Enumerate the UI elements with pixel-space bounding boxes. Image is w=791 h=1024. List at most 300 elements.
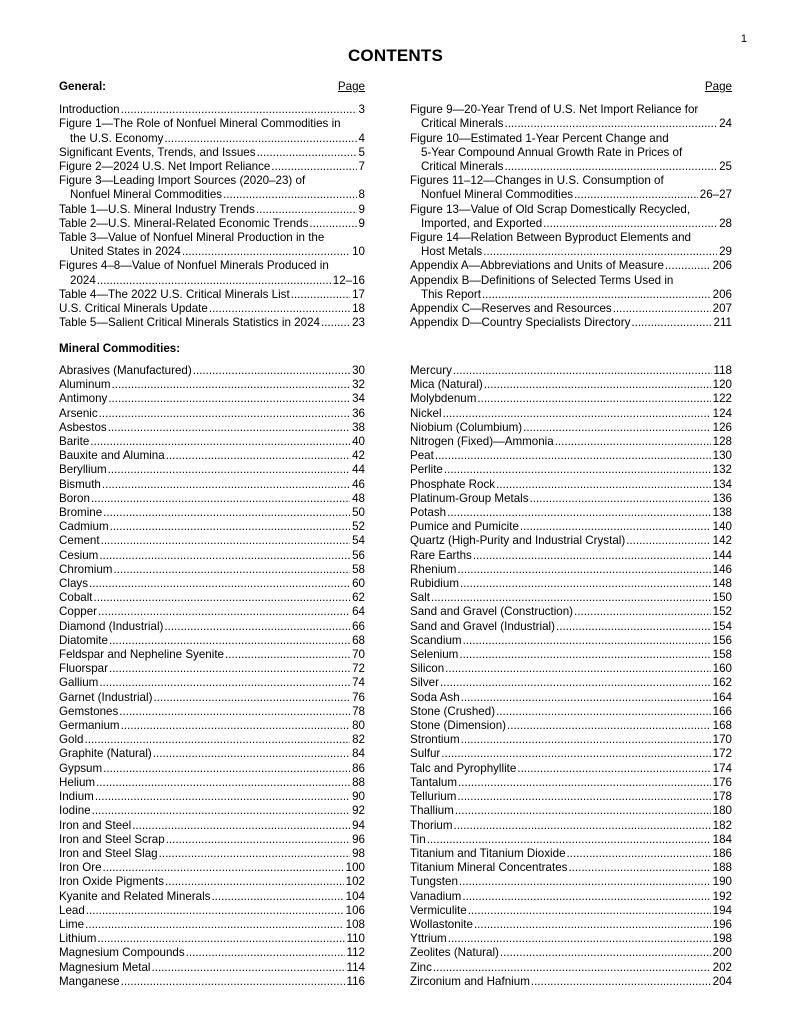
commodity-page: 106 (345, 903, 365, 917)
commodity-page: 204 (712, 974, 732, 988)
toc-entry-title: 2024 (70, 273, 96, 287)
toc-entry-page: 17 (352, 287, 365, 301)
commodity-page: 182 (712, 818, 732, 832)
commodity-row (410, 662, 732, 676)
dot-leader (193, 364, 350, 378)
toc-entry[interactable] (59, 231, 365, 259)
commodity-entry[interactable] (59, 719, 365, 733)
commodity-entry[interactable] (59, 762, 365, 776)
commodity-entry[interactable] (59, 478, 365, 492)
commodity-entry[interactable] (410, 861, 732, 875)
toc-entry-title: Significant Events, Trends, and Issues (59, 145, 256, 159)
dot-leader (94, 591, 351, 605)
commodity-page: 186 (712, 846, 732, 860)
commodity-entry[interactable] (59, 520, 365, 534)
toc-entry[interactable] (410, 103, 732, 131)
commodity-entry[interactable] (410, 833, 732, 847)
commodity-name: Boron (59, 491, 90, 505)
toc-entry-page: 25 (719, 160, 732, 174)
commodity-name: Gypsum (59, 761, 103, 775)
commodity-entry[interactable] (410, 975, 732, 989)
dot-leader (166, 449, 350, 463)
commodity-name: Titanium Mineral Concentrates (410, 861, 568, 875)
minerals-right-column (410, 364, 732, 989)
commodity-entry[interactable] (410, 407, 732, 421)
commodity-row (410, 804, 732, 818)
commodity-page: 92 (352, 804, 365, 818)
commodity-row (410, 378, 732, 392)
dot-leader (99, 676, 350, 690)
commodity-row (59, 918, 365, 932)
commodity-page: 180 (712, 804, 732, 818)
commodity-row (410, 975, 732, 989)
toc-entry[interactable] (59, 103, 365, 117)
toc-entry-title: Appendix D—Country Specialists Directory (410, 316, 631, 330)
commodity-page: 110 (346, 932, 365, 946)
dot-leader (103, 762, 350, 776)
commodity-entry[interactable] (410, 776, 732, 790)
commodity-page: 36 (352, 406, 365, 420)
commodity-page: 72 (352, 662, 365, 676)
toc-entry-row (410, 302, 732, 316)
commodity-name: Gemstones (59, 704, 119, 718)
commodity-name: Helium (59, 775, 96, 789)
dot-leader (102, 478, 350, 492)
commodity-entry[interactable] (59, 790, 365, 804)
toc-entry-row (410, 117, 732, 131)
commodity-page: 40 (352, 435, 365, 449)
commodity-page: 112 (346, 946, 365, 960)
commodity-name: Zirconium and Hafnium (410, 974, 530, 988)
commodity-name: Diamond (Industrial) (59, 619, 164, 633)
commodity-page: 202 (712, 960, 732, 974)
commodity-page: 70 (352, 648, 365, 662)
commodity-name: Mercury (410, 364, 452, 377)
toc-entry-row (410, 288, 732, 302)
commodity-row (59, 463, 365, 477)
commodity-entry[interactable] (59, 833, 365, 847)
toc-entry-page: 5 (358, 145, 365, 159)
toc-entry-row (59, 274, 365, 288)
commodity-entry[interactable] (59, 776, 365, 790)
commodity-entry[interactable] (59, 946, 365, 960)
toc-entry[interactable] (59, 259, 365, 287)
commodity-entry[interactable] (59, 563, 365, 577)
dot-leader (209, 302, 350, 316)
commodity-page: 152 (712, 605, 732, 619)
commodity-row (59, 364, 365, 378)
commodity-entry[interactable] (410, 549, 732, 563)
commodity-entry[interactable] (410, 506, 732, 520)
commodity-row (410, 719, 732, 733)
dot-leader (459, 648, 710, 662)
commodity-entry[interactable] (410, 421, 732, 435)
toc-entry-row (59, 217, 365, 231)
dot-leader (110, 520, 350, 534)
toc-entry[interactable] (410, 174, 732, 202)
commodity-row (410, 747, 732, 761)
dot-leader (543, 217, 717, 231)
commodity-name: Zinc (410, 960, 432, 974)
commodity-entry[interactable] (59, 534, 365, 548)
commodity-row (410, 875, 732, 889)
commodity-page: 116 (346, 974, 365, 988)
toc-entry-row (59, 146, 365, 160)
dot-leader (166, 833, 350, 847)
commodity-entry[interactable] (59, 492, 365, 506)
toc-entry[interactable] (410, 132, 732, 175)
commodity-page: 88 (352, 775, 365, 789)
dot-leader (462, 890, 710, 904)
commodity-page: 178 (712, 790, 732, 804)
toc-entry-row (59, 316, 365, 330)
commodity-entry[interactable] (410, 449, 732, 463)
commodity-entry[interactable] (59, 392, 365, 406)
commodity-entry[interactable] (59, 591, 365, 605)
commodity-page: 34 (352, 392, 365, 406)
commodity-page: 156 (712, 633, 732, 647)
dot-leader (211, 890, 343, 904)
toc-entry-page: 207 (712, 302, 732, 316)
commodity-entry[interactable] (410, 946, 732, 960)
commodity-entry[interactable] (59, 705, 365, 719)
commodity-entry[interactable] (410, 662, 732, 676)
commodity-entry[interactable] (59, 449, 365, 463)
commodity-row (59, 378, 365, 392)
commodity-name: Niobium (Columbium) (410, 420, 523, 434)
commodity-name: Abrasives (Manufactured) (59, 364, 192, 377)
commodity-row (410, 563, 732, 577)
commodity-name: Soda Ash (410, 690, 460, 704)
commodity-row (410, 904, 732, 918)
commodity-page: 150 (712, 591, 732, 605)
commodity-entry[interactable] (59, 918, 365, 932)
commodity-name: Selenium (410, 648, 459, 662)
commodity-name: Kyanite and Related Minerals (59, 889, 211, 903)
dot-leader (132, 819, 350, 833)
toc-entry-row (410, 217, 732, 231)
commodity-page: 148 (712, 577, 732, 591)
commodity-entry[interactable] (410, 691, 732, 705)
toc-entry-page: 4 (358, 131, 365, 145)
commodity-row (59, 819, 365, 833)
toc-entry-page: 7 (358, 160, 365, 174)
dot-leader (182, 245, 350, 259)
commodity-entry[interactable] (410, 378, 732, 392)
commodity-page: 158 (712, 648, 732, 662)
commodity-entry[interactable] (410, 705, 732, 719)
commodity-entry[interactable] (410, 719, 732, 733)
commodity-row (59, 549, 365, 563)
commodity-entry[interactable] (59, 605, 365, 619)
commodity-row (410, 492, 732, 506)
commodity-page: 102 (345, 875, 365, 889)
toc-entry-row (59, 160, 365, 174)
commodity-entry[interactable] (410, 591, 732, 605)
commodity-page: 194 (712, 903, 732, 917)
commodity-row (59, 747, 365, 761)
toc-entry[interactable] (410, 203, 732, 231)
toc-entry-title: Table 5—Salient Critical Minerals Statistics in 2024 (59, 316, 320, 330)
toc-entry[interactable] (59, 203, 365, 217)
commodity-name: Silicon (410, 662, 445, 676)
commodity-row (59, 705, 365, 719)
commodity-entry[interactable] (410, 804, 732, 818)
commodity-entry[interactable] (410, 875, 732, 889)
toc-entry-page: 3 (358, 103, 365, 117)
commodity-entry[interactable] (410, 918, 732, 932)
commodity-entry[interactable] (59, 549, 365, 563)
toc-entry-row (410, 160, 732, 174)
commodity-page: 132 (712, 463, 732, 477)
toc-entry-page: 9 (358, 202, 365, 216)
dot-leader (461, 691, 711, 705)
commodity-entry[interactable] (410, 478, 732, 492)
commodity-page: 56 (352, 548, 365, 562)
toc-entry-row (59, 302, 365, 316)
dot-leader (92, 804, 351, 818)
commodity-entry[interactable] (410, 620, 732, 634)
commodity-entry[interactable] (59, 407, 365, 421)
dot-leader (103, 506, 350, 520)
commodity-page: 58 (352, 562, 365, 576)
dot-leader (99, 407, 350, 421)
toc-entry[interactable] (59, 217, 365, 231)
toc-entry-title: Appendix A—Abbreviations and Units of Measure (410, 259, 664, 273)
commodity-name: Cement (59, 534, 100, 548)
commodity-entry[interactable] (410, 534, 732, 548)
dot-leader (496, 705, 711, 719)
commodity-page: 80 (352, 719, 365, 733)
commodity-page: 134 (712, 477, 732, 491)
commodity-entry[interactable] (410, 932, 732, 946)
commodity-row (59, 421, 365, 435)
commodity-entry[interactable] (59, 435, 365, 449)
dot-leader (98, 605, 350, 619)
commodity-entry[interactable] (59, 378, 365, 392)
commodity-row (410, 634, 732, 648)
commodity-name: Bromine (59, 506, 103, 520)
commodity-entry[interactable] (410, 563, 732, 577)
commodity-name: Iron Oxide Pigments (59, 875, 165, 889)
commodity-row (59, 634, 365, 648)
commodity-page: 86 (352, 761, 365, 775)
toc-entry[interactable] (410, 231, 732, 259)
toc-entry[interactable] (59, 316, 365, 330)
toc-entry-page: 28 (719, 216, 732, 230)
commodity-entry[interactable] (410, 463, 732, 477)
dot-leader (500, 946, 711, 960)
toc-entry[interactable] (410, 302, 732, 316)
commodity-row (59, 492, 365, 506)
commodity-row (59, 534, 365, 548)
commodity-entry[interactable] (410, 762, 732, 776)
commodity-name: Iron and Steel (59, 818, 132, 832)
dot-leader (460, 577, 711, 591)
toc-entry[interactable] (59, 174, 365, 202)
commodity-entry[interactable] (59, 662, 365, 676)
commodity-page: 122 (712, 392, 732, 406)
toc-entry-page: 24 (719, 117, 732, 131)
commodity-entry[interactable] (59, 691, 365, 705)
commodity-entry[interactable] (59, 975, 365, 989)
commodity-entry[interactable] (410, 364, 732, 378)
dot-leader (574, 188, 698, 202)
commodity-page: 118 (713, 364, 732, 377)
commodity-entry[interactable] (59, 875, 365, 889)
commodity-entry[interactable] (410, 648, 732, 662)
commodity-name: Tellurium (410, 790, 457, 804)
toc-entry[interactable] (59, 288, 365, 302)
commodity-entry[interactable] (59, 804, 365, 818)
commodity-entry[interactable] (59, 847, 365, 861)
commodity-entry[interactable] (59, 961, 365, 975)
commodity-row (410, 946, 732, 960)
toc-entry-title: Table 4—The 2022 U.S. Critical Minerals List (59, 287, 290, 301)
dot-leader (103, 861, 344, 875)
toc-entry[interactable] (59, 146, 365, 160)
dot-leader (153, 747, 350, 761)
toc-entry[interactable] (59, 160, 365, 174)
toc-entry[interactable] (410, 274, 732, 302)
dot-leader (531, 975, 711, 989)
commodity-entry[interactable] (59, 463, 365, 477)
commodity-entry[interactable] (59, 648, 365, 662)
toc-entry-page: 206 (712, 259, 732, 273)
dot-leader (152, 961, 345, 975)
toc-entry-title-line: Figure 9—20-Year Trend of U.S. Net Import Reliance for (410, 103, 699, 117)
commodity-entry[interactable] (410, 847, 732, 861)
commodity-entry[interactable] (410, 634, 732, 648)
commodity-name: Vanadium (410, 889, 462, 903)
commodity-row (59, 847, 365, 861)
commodity-page: 62 (352, 591, 365, 605)
commodity-entry[interactable] (59, 819, 365, 833)
commodity-name: Quartz (High-Purity and Industrial Crystal) (410, 534, 626, 548)
toc-entry[interactable] (410, 316, 732, 330)
commodity-entry[interactable] (59, 861, 365, 875)
commodity-page: 126 (712, 420, 732, 434)
commodity-name: Titanium and Titanium Dioxide (410, 846, 566, 860)
commodity-entry[interactable] (410, 605, 732, 619)
dot-leader (431, 591, 711, 605)
dot-leader (97, 274, 331, 288)
commodity-entry[interactable] (410, 676, 732, 690)
commodity-entry[interactable] (59, 577, 365, 591)
commodity-entry[interactable] (410, 520, 732, 534)
toc-entry-row (59, 245, 365, 259)
dot-leader (448, 932, 711, 946)
commodity-row (59, 776, 365, 790)
commodity-entry[interactable] (59, 364, 365, 378)
dot-leader (507, 719, 711, 733)
commodity-row (410, 676, 732, 690)
commodity-name: Arsenic (59, 406, 98, 420)
commodity-entry[interactable] (410, 492, 732, 506)
commodity-row (410, 463, 732, 477)
commodity-name: Vermiculite (410, 903, 467, 917)
general-left-column (59, 80, 365, 330)
toc-entry-row (59, 132, 365, 146)
commodity-page: 190 (712, 875, 732, 889)
commodity-page: 168 (712, 719, 732, 733)
commodity-page: 120 (712, 378, 732, 392)
commodity-name: Chromium (59, 562, 113, 576)
commodity-name: Germanium (59, 719, 120, 733)
commodity-entry[interactable] (59, 932, 365, 946)
commodity-page: 30 (352, 364, 365, 377)
commodity-entry[interactable] (410, 790, 732, 804)
commodity-entry[interactable] (59, 634, 365, 648)
commodity-entry[interactable] (410, 392, 732, 406)
commodity-entry[interactable] (59, 421, 365, 435)
commodity-entry[interactable] (410, 904, 732, 918)
page-column-label: Page (704, 80, 732, 93)
toc-entry-title-line: Figures 4–8—Value of Nonfuel Minerals Produced in (59, 259, 329, 273)
commodity-entry[interactable] (59, 676, 365, 690)
commodity-page: 42 (352, 449, 365, 463)
dot-leader (109, 662, 350, 676)
commodity-entry[interactable] (410, 733, 732, 747)
toc-entry-title-line: Figure 1—The Role of Nonfuel Mineral Commodities in (59, 117, 341, 131)
dot-leader (482, 288, 711, 302)
commodity-entry[interactable] (59, 620, 365, 634)
commodity-page: 174 (712, 761, 732, 775)
commodity-row (410, 847, 732, 861)
commodity-entry[interactable] (410, 747, 732, 761)
toc-entry[interactable] (59, 302, 365, 316)
dot-leader (108, 463, 350, 477)
dot-leader (91, 492, 350, 506)
commodity-row (410, 620, 732, 634)
toc-entry[interactable] (410, 259, 732, 273)
commodity-page: 144 (712, 548, 732, 562)
commodity-entry[interactable] (410, 435, 732, 449)
toc-entry-row (59, 203, 365, 217)
commodity-row (59, 975, 365, 989)
dot-leader (109, 634, 350, 648)
commodity-name: Perlite (410, 463, 443, 477)
dot-leader (113, 563, 350, 577)
commodity-row (410, 961, 732, 975)
commodity-entry[interactable] (410, 819, 732, 833)
commodity-name: Garnet (Industrial) (59, 690, 153, 704)
commodity-name: Scandium (410, 633, 462, 647)
commodity-entry[interactable] (59, 506, 365, 520)
commodity-name: Rare Earths (410, 548, 472, 562)
commodity-entry[interactable] (59, 747, 365, 761)
mineral-commodities-label: Mineral Commodities: (59, 342, 181, 355)
commodity-row (410, 392, 732, 406)
toc-entry-page: 206 (712, 287, 732, 301)
commodity-page: 200 (712, 946, 732, 960)
dot-leader (504, 160, 717, 174)
dot-leader (112, 378, 351, 392)
commodity-entry[interactable] (59, 890, 365, 904)
minerals-left-column (59, 364, 365, 989)
commodity-entry[interactable] (410, 961, 732, 975)
commodity-page: 94 (352, 818, 365, 832)
commodity-entry[interactable] (410, 890, 732, 904)
toc-entry[interactable] (59, 117, 365, 145)
commodity-entry[interactable] (59, 904, 365, 918)
dot-leader (85, 733, 351, 747)
dot-leader (256, 203, 357, 217)
commodity-entry[interactable] (410, 577, 732, 591)
commodity-entry[interactable] (59, 733, 365, 747)
commodity-page: 124 (712, 406, 732, 420)
commodity-row (59, 890, 365, 904)
